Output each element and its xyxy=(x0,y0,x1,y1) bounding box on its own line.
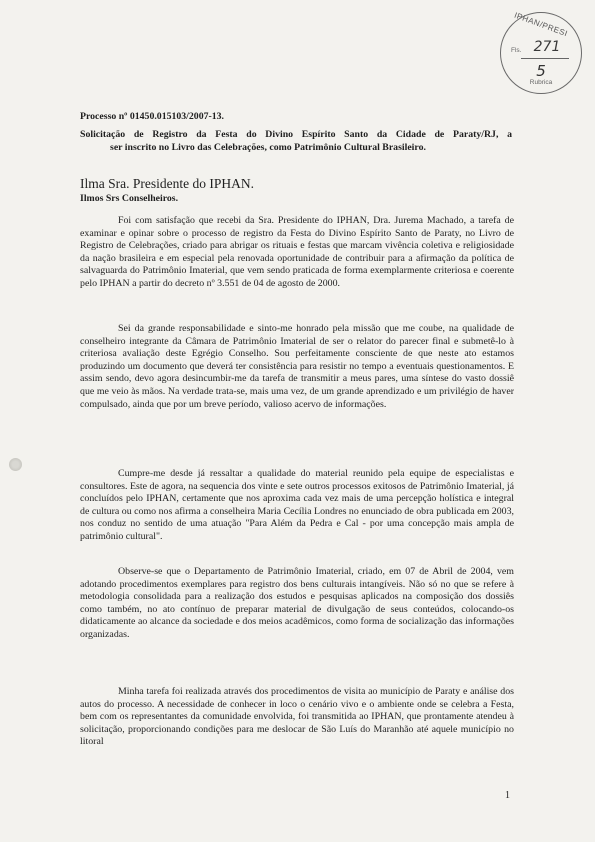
paragraph-3: Cumpre-me desde já ressaltar a qualidade do material reunido pela equipe de especialistas e consultores. Este de agora, na sequencia dos vinte e sete outros processos exitosos de Patrimônio Imaterial, já concluídos pelo IPHAN, certamente que nos aproxima cada vez mais de uma percepção holística e integral de cultura ou como nos afirma a conselheira Maria Cecília Londres no enunciado de obra publicada em 2003, nos conduz no sentido de uma atuação "Para Além da Pedra e Cal - por uma concepção mais ampla de patrimônio cultural". xyxy=(80,468,514,542)
addressees: Ilmos Srs Conselheiros. xyxy=(80,193,179,204)
stamp-folio-number: 271 xyxy=(533,39,561,55)
subject-line-rest: ser inscrito no Livro das Celebrações, como Patrimônio Cultural Brasileiro. xyxy=(110,141,426,153)
punch-hole xyxy=(9,458,22,471)
paragraph-5: Minha tarefa foi realizada através dos procedimentos de visita ao município de Paraty e análise dos autos do processo. A necessidade de conhecer in loco o cenário vivo e o ambiente onde se celebra a Festa, bem com os representantes da comunidade envolvida, foi transmitida ao IPHAN, que prontamente atendeu à solicitação, proporcionando condições para me deslocar de São Luís do Maranhão até aquele município no litoral xyxy=(80,686,514,748)
salutation: Ilma Sra. Presidente do IPHAN. xyxy=(80,176,254,191)
stamp-divider xyxy=(521,58,569,59)
stamp-org: IPHAN/PRESI xyxy=(513,10,569,39)
paragraph-4: Observe-se que o Departamento de Patrimônio Imaterial, criado, em 07 de Abril de 2004, vem adotando procedimentos exemplares para registro dos bens culturais intangíveis. Não só no que se refere à metodologia consolidada para a realização dos estudos e pesquisas aplicados na composição dos dossiês como também, no ato contínuo de preparar material de divulgação de seus conteúdos, colocando-os didaticamente ao alcance da sociedade e dos meios acadêmicos, como forma de socialização das informações organizadas. xyxy=(80,566,514,640)
process-number: Processo nº 01450.015103/2007-13. xyxy=(80,111,225,122)
paragraph-2: Sei da grande responsabilidade e sinto-me honrado pela missão que me coube, na qualidade de conselheiro integrante da Câmara de Patrimônio Imaterial de ser o relator do parecer final e submetê-lo à criteriosa avaliação deste Egrégio Conselho. Sou perfeitamente consciente de que neste ato estamos produzindo um documento que deverá ter consistência para resistir no tempo a eventuais questionamentos. E assim sendo, devo agora desincumbir-me da tarefa de transmitir a meus pares, uma síntese do vasto dossiê que me veio às mãos. Na verdade trata-se, mais uma vez, de um grande aprendizado e um privilégio de haver compulsado, ainda que por um breve período, valioso acervo de informações. xyxy=(80,323,514,410)
iphan-protocol-stamp xyxy=(500,12,582,94)
page-number: 1 xyxy=(505,790,510,801)
paragraph-1: Foi com satisfação que recebi da Sra. Presidente do IPHAN, Dra. Jurema Machado, a tarefa de examinar e opinar sobre o processo de registro da Festa do Divino Espírito Santo de Paraty, no Livro de Registro de Celebrações, criado para abrigar os rituais e festas que marcam vivência coletiva e religiosidade da nação brasileira e em especial pela renovada oportunidade de contribuir para a afirmação da política de salvaguarda do Patrimônio Imaterial, que vem sendo praticada de forma exemplarmente criteriosa e coerente pelo IPHAN a partir do decreto nº 3.551 de 04 de agosto de 2000. xyxy=(80,215,514,289)
stamp-rubrica-label: Rubrica xyxy=(529,79,553,86)
stamp-fls-label: Fls. xyxy=(511,47,522,54)
document-subject xyxy=(80,129,512,155)
stamp-rubrica-value: 5 xyxy=(536,62,546,80)
subject-line-1: Solicitação de Registro da Festa do Divino Espírito Santo da Cidade de Paraty/RJ, a xyxy=(80,129,512,140)
